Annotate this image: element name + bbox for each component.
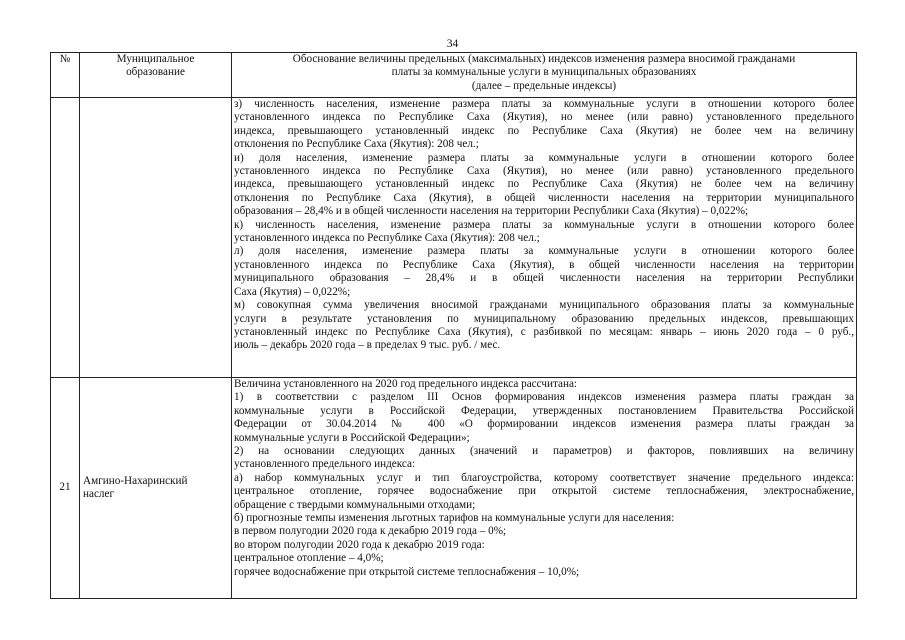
text-line: отклонения по Республике Саха (Якутия), в общей численности населения на территории муниципального [234,191,854,204]
text-line: индекса, превышающего установленный индекс по Республике Саха (Якутия) не более чем на величину [234,124,854,137]
cell-justification-continued [232,98,857,378]
justification-text [234,98,854,353]
text-line: индекса, превышающего установленный индекс по Республике Саха (Якутия) не более чем на величину [234,178,854,191]
text-line: коммунальные услуги в Российской Федерации»; [234,431,470,444]
cell-num: 21 [51,378,80,599]
text-line: установленный индекс по Республике Саха (Якутия), с разбивкой по месяцам: январь – июнь 2020 года – 0 руб., [234,325,854,338]
text-line: установленного индекса по Республике Саха (Якутия), в общей численности населения на территории [234,258,854,271]
header-justification-line: (далее – предельные индексы) [471,79,617,92]
table-row-21 [51,378,857,599]
cell-justification [232,378,857,599]
header-municipality-line: образование [126,66,185,79]
indices-table [50,52,857,599]
text-line: образования – 28,4% и в общей численности населения на территории Республики Саха (Якутия) – 0,022%; [234,205,749,218]
table-row-continued [51,98,857,378]
text-line: а) набор коммунальных услуг и тип благоустройства, которому соответствует значение предельного индекса: [234,471,854,484]
text-line: Федерации от 30.04.2014 № 400 «О формировании индексов изменения размера платы граждан за [234,418,854,431]
text-line: Саха (Якутия) – 0,022%; [234,285,351,298]
text-line: и) доля населения, изменение размера платы за коммунальные услуги в отношении которого более [234,151,854,164]
text-line: отклонения по Республике Саха (Якутия): 208 чел.; [234,138,479,151]
table-header-row [51,53,857,98]
text-line: м) совокупная сумма увеличения вносимой гражданами муниципального образования платы за коммунальные [234,299,854,312]
text-line: л) доля населения, изменение размера платы за коммунальные услуги в отношении которого более [234,245,854,258]
cell-num-empty [51,98,80,378]
text-line: коммунальные услуги в Российской Федерации, утвержденных постановлением Правительства Российской [234,404,854,417]
municipality-name-line: наслег [83,488,115,500]
header-justification [232,53,857,98]
text-line: во втором полугодии 2020 года к декабрю 2019 года: [234,538,485,551]
text-line: установленного индекса по Республике Саха (Якутия): 208 чел.; [234,232,540,245]
text-line: 1) в соответствии с разделом III Основ формирования индексов изменения размера платы граждан за [234,391,854,404]
text-line: к) численность населения, изменение размера платы за коммунальные услуги в отношении которого более [234,218,854,231]
text-line: центральное отопление, горячее водоснабжение при открытой системе теплоснабжения, электроснабжение, [234,485,854,498]
header-municipality [80,53,232,98]
text-line: установленного индекса по Республике Саха (Якутия), но менее (или равно) установленного предельного [234,111,854,124]
text-line: услуги в результате установления по муниципальному образованию предельных индексов, превышающих [234,312,854,325]
text-line: в первом полугодии 2020 года к декабрю 2019 года – 0%; [234,525,507,538]
header-justification-line: платы за коммунальные услуги в муниципальных образованиях [391,66,697,79]
text-line: центральное отопление – 4,0%; [234,552,384,565]
header-municipality-line: Муниципальное [116,53,195,65]
justification-text [234,378,854,579]
cell-municipality-empty [80,98,232,378]
text-line: 2) на основании следующих данных (значений и параметров) и факторов, повлиявших на величину [234,445,854,458]
text-line: июль – декабрь 2020 года – в пределах 9 тыс. руб. / мес. [234,339,501,352]
text-line: Величина установленного на 2020 год предельного индекса рассчитана: [234,378,578,390]
text-line: муниципального образования – 28,4% и в общей численности населения на территории Республики [234,272,854,285]
text-line: горячее водоснабжение при открытой системе теплоснабжения – 10,0%; [234,565,580,578]
text-line: з) численность населения, изменение размера платы за коммунальные услуги в отношении которого более [234,98,854,110]
cell-municipality [80,378,232,599]
page-number: 34 [446,38,459,50]
header-num: № [51,53,80,98]
text-line: установленного предельного индекса: [234,458,416,471]
text-line: б) прогнозные темпы изменения льготных тарифов на коммунальные услуги для населения: [234,512,675,525]
header-justification-line: Обоснование величины предельных (максимальных) индексов изменения размера вносимой гражданами [292,53,796,65]
municipality-name-line: Амгино-Нахаринский [83,474,188,487]
text-line: установленного индекса по Республике Саха (Якутия), но менее (или равно) установленного предельного [234,165,854,178]
text-line: обращение с твердыми коммунальными отходами; [234,498,476,511]
